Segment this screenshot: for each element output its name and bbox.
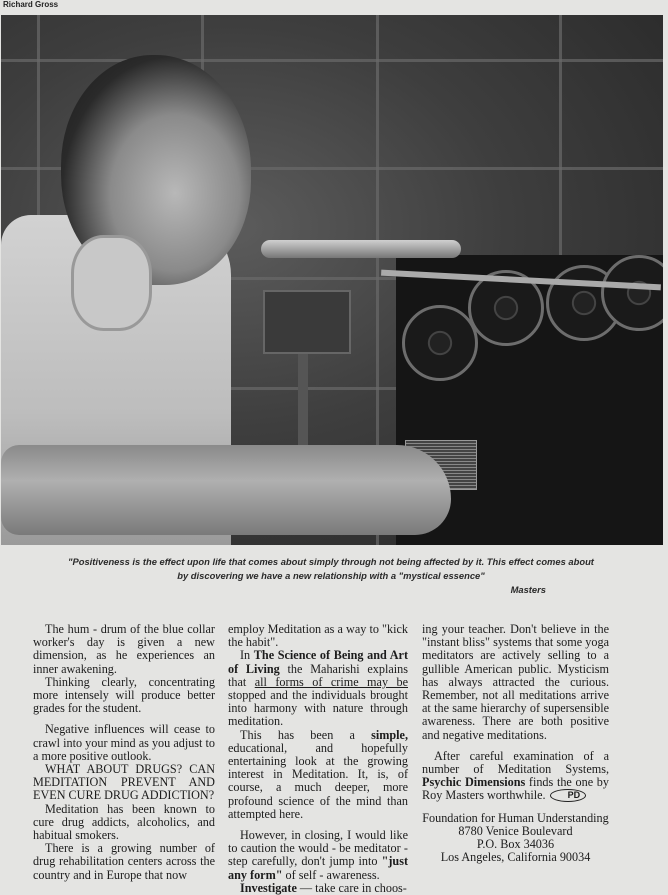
paragraph: This has been a simple, educational, and hopefully entertaining look at the growing interest in Meditation. It, is, of course, a much deeper, more profound science of the mind than attempted here.: [228, 727, 408, 821]
paragraph: Negative influences will cease to crawl into your mind as you adjust to a more positive outlook.: [33, 722, 215, 763]
headphones: [71, 235, 152, 331]
pd-logo-icon: PD: [550, 789, 587, 802]
paragraph: Meditation has been known to cure drug addicts, alcoholics, and habitual smokers.: [33, 801, 215, 843]
address-po-box: P.O. Box 34036: [476, 837, 555, 852]
underlined-phrase: all forms of crime may be: [254, 674, 408, 689]
paragraph: After careful examination of a number of Meditation Systems, Psychic Dimensions finds the one by Roy Masters worthwhile. PD: [422, 748, 609, 803]
section-heading: WHAT ABOUT DRUGS? CAN MEDITATION PREVENT AND EVEN CURE DRUG ADDICTION?: [33, 762, 215, 803]
text-column-3: [422, 623, 609, 864]
book-title: The Science of Being and Art of Living: [228, 648, 408, 676]
text-column-1: [33, 623, 215, 882]
text-column-2: [228, 623, 408, 895]
photo-caption: "Positiveness is the effect upon life that comes about simply through not being affected by it. This effect comes about by discovering we have a new relationship with a "mystical essence": [68, 556, 594, 581]
address-block: [422, 812, 609, 865]
microphone: [261, 240, 461, 258]
paragraph: Thinking clearly, concentrating more intensely will produce better grades for the student.: [33, 674, 215, 716]
paragraph: In The Science of Being and Art of Living the Maharishi explains that all forms of crime may be stopped and the individuals brought into harmony with nature through meditation.: [228, 648, 408, 729]
publication-name: Psychic Dimensions: [422, 775, 526, 790]
man-arm: [1, 445, 451, 535]
speaker-box: [263, 290, 351, 354]
paragraph: employ Meditation as a way to "kick the habit".: [228, 622, 408, 650]
article-photo: [1, 15, 663, 545]
photo-credit: Richard Gross: [3, 0, 59, 9]
caption-author: Masters: [510, 584, 546, 595]
paragraph: There is a growing number of drug rehabilitation centers across the country and in Europe that now: [33, 841, 215, 882]
address-org: Foundation for Human Understanding: [422, 810, 609, 825]
paragraph: The hum - drum of the blue collar worker's day is given a new dimension, as he experiences an inner awakening.: [33, 622, 215, 676]
paragraph: ing your teacher. Don't believe in the "instant bliss" systems that some yoga meditators are actively selling to a gullible American public. Mysticism has always attracted the curious. Remember, not all meditations arrive at the same hierarchy of supersensible awareness. There are both positive and negative meditations.: [422, 622, 609, 742]
paragraph: However, in closing, I would like to caution the would - be meditator -step carefully, don't jump into "just any form" of self - awareness.: [228, 828, 408, 882]
paragraph: Investigate — take care in choos-: [240, 880, 407, 895]
address-street: 8780 Venice Boulevard: [458, 823, 573, 838]
address-city: Los Angeles, California 90034: [440, 850, 591, 865]
